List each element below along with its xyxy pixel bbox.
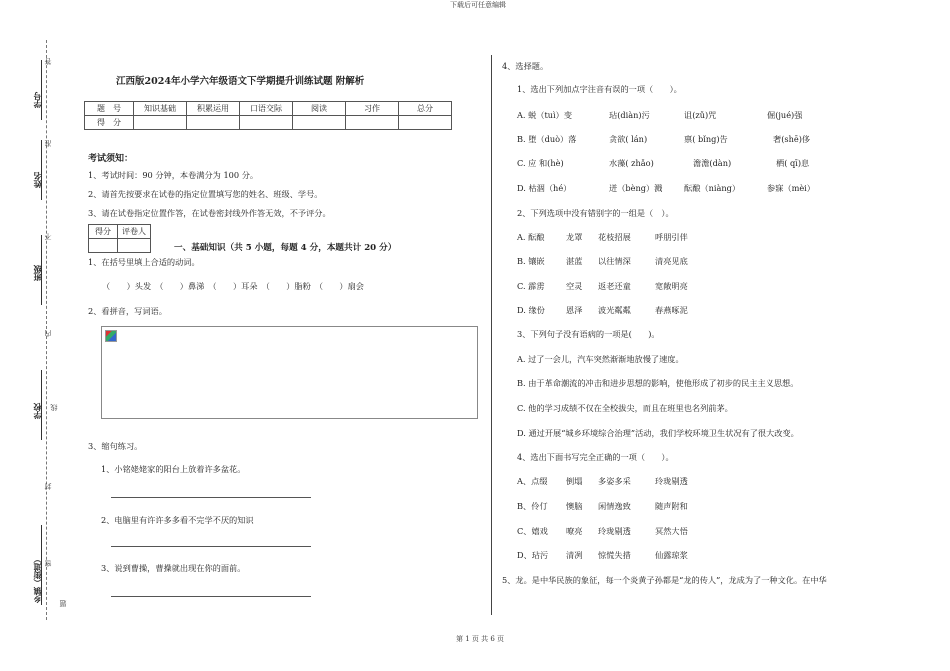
score-table-header: 题 号: [85, 102, 134, 116]
answer-line[interactable]: [111, 596, 311, 597]
question-3-item: 1、小铭姥姥家的阳台上放着许多盆花。: [101, 464, 246, 474]
question-3-item: 3、说到曹操，曹操就出现在你的面前。: [101, 563, 246, 573]
option-a-word: 倒塌: [566, 476, 583, 486]
option-d-word: 迸（bèng）溅: [609, 183, 663, 193]
option-b-word: 懊脑: [566, 501, 583, 511]
question-4-1: 1、选出下列加点字注音有误的一项（ ）。: [517, 84, 682, 94]
option-d: D、玷污: [517, 550, 549, 560]
option-a: A. 酝酿: [517, 232, 545, 242]
question-3: 3、缩句练习。: [88, 441, 143, 451]
column-divider: [491, 55, 492, 615]
broken-image-icon: [105, 330, 117, 342]
option-d-word: 恩泽: [566, 305, 583, 315]
option-d-word: 仙露琼浆: [655, 550, 688, 560]
grader-score-label: 得分: [89, 225, 118, 239]
question-2: 2、看拼音，写词语。: [88, 306, 167, 316]
side-label-school: 学校: [32, 403, 42, 419]
notice-item: 1、考试时间：90 分钟，本卷满分为 100 分。: [88, 170, 259, 180]
question-4-2: 2、下列选项中没有错别字的一组是（ ）。: [517, 208, 674, 218]
option-b: B、伶仃: [517, 501, 548, 511]
side-rule: [41, 140, 42, 200]
notice-title: 考试须知：: [88, 154, 134, 164]
score-table-header: 总分: [399, 102, 452, 116]
score-table: [84, 101, 452, 130]
option-a-word: 龙罩: [566, 232, 583, 242]
option-c-word: 栖( qī)息: [776, 158, 810, 168]
side-label-student-id: 学号: [32, 92, 42, 108]
score-cell[interactable]: [240, 116, 293, 130]
option-c-word: 玲珑剔透: [598, 526, 631, 536]
option-c-word: 返老还童: [598, 281, 631, 291]
question-4-3: 3、下列句子没有语病的一项是( )。: [517, 329, 660, 339]
option-a-word: 多姿多采: [598, 476, 631, 486]
question-1: 1、在括号里填上合适的动词。: [88, 257, 200, 267]
option-b-word: 随声附和: [655, 501, 688, 511]
score-table-header: 知识基础: [134, 102, 187, 116]
option-a-word: 呼朋引伴: [655, 232, 688, 242]
option-b: B. 镶嵌: [517, 256, 545, 266]
option-c: C. 他的学习成绩不仅在全校拔尖，而且在班里也名列前茅。: [517, 403, 733, 413]
side-label-name: 姓名: [32, 172, 42, 188]
option-b-word: 贪欲( lán): [609, 134, 648, 144]
score-table-header: 阅读: [293, 102, 346, 116]
header-note: 下载后可任意编辑: [450, 1, 506, 9]
score-table-header: 口语交际: [240, 102, 293, 116]
option-b-word: 奢(shē)侈: [773, 134, 811, 144]
option-a-word: 玲珑剔透: [655, 476, 688, 486]
section-1-title: 一、基础知识（共 5 小题，每题 4 分，本题共计 20 分）: [174, 243, 397, 253]
question-4: 4、选择题。: [502, 61, 549, 71]
side-mark: 内: [44, 330, 52, 337]
question-5: 5、龙。是中华民族的象征，每一个炎黄子孙都是“龙的传人”，龙成为了一种文化。在中华: [502, 575, 827, 585]
side-mark: 不: [44, 233, 52, 240]
score-cell[interactable]: [346, 116, 399, 130]
question-1-blanks: （ ）头发 （ ）鼻涕 （ ）耳朵 （ ）脂粉 （ ）扇会: [102, 281, 364, 291]
grader-cell[interactable]: [118, 239, 151, 253]
option-b: B. 堕（duò）落: [517, 134, 577, 144]
score-cell[interactable]: [399, 116, 452, 130]
score-cell[interactable]: [134, 116, 187, 130]
option-d-word: 清冽: [566, 550, 583, 560]
option-a-word: 花枝招展: [598, 232, 631, 242]
side-mark: 线: [50, 404, 58, 411]
option-d-word: 参寐（mèi）: [767, 183, 815, 193]
score-cell[interactable]: [293, 116, 346, 130]
option-b-word: 以往情深: [598, 256, 631, 266]
side-mark: 准: [44, 140, 52, 147]
score-row-label: 得 分: [85, 116, 134, 130]
option-c-word: 宽敞明亮: [655, 281, 688, 291]
option-b: B. 由于革命潮流的冲击和进步思想的影响，使他形成了初步的民主主义思想。: [517, 378, 799, 388]
answer-line[interactable]: [111, 546, 311, 547]
side-rule: [41, 60, 42, 120]
option-b-word: 湛蓝: [566, 256, 583, 266]
option-a: A、点缀: [517, 476, 548, 486]
grader-label: 评卷人: [118, 225, 151, 239]
option-c: C、嬉戏: [517, 526, 548, 536]
option-c-word: 澹澹(dàn): [693, 158, 732, 168]
notice-item: 2、请首先按要求在试卷的指定位置填写您的姓名、班级、学号。: [88, 189, 323, 199]
option-d: D. 通过开展“城乡环境综合治理”活动，我们学校环境卫生状况有了很大改变。: [517, 428, 799, 438]
score-table-header: 习作: [346, 102, 399, 116]
pinyin-image-box: [101, 326, 478, 419]
score-cell[interactable]: [187, 116, 240, 130]
grader-table: [88, 224, 151, 253]
option-c-word: 冥然大悟: [655, 526, 688, 536]
score-table-header: 积累运用: [187, 102, 240, 116]
option-d: D. 枯涸（hé）: [517, 183, 572, 193]
exam-title: 江西版2024年小学六年级语文下学期提升训练试题 附解析: [116, 76, 365, 87]
option-d-word: 波光粼粼: [598, 305, 631, 315]
option-b-word: 闲情逸致: [598, 501, 631, 511]
option-a: A. 蜕（tuì）变: [517, 110, 573, 120]
option-b-word: 清亮见底: [655, 256, 688, 266]
question-3-item: 2、电脑里有许许多多看不完学不厌的知识: [101, 515, 254, 525]
option-a: A. 过了一会儿，汽车突然渐渐地放慢了速度。: [517, 354, 684, 364]
option-d-word: 惊慌失措: [598, 550, 631, 560]
side-mark: 封: [44, 483, 52, 490]
option-a-word: 诅(zǔ)咒: [684, 110, 717, 120]
option-c-word: 水藻( zhǎo): [609, 158, 654, 168]
page-footer: 第 1 页 共 6 页: [456, 635, 505, 643]
option-b-word: 禀( bǐng)告: [684, 134, 728, 144]
side-label-township: 乡镇（街道）: [32, 555, 42, 603]
answer-line[interactable]: [111, 497, 311, 498]
question-4-4: 4、选出下面书写完全正确的一项（ ）。: [517, 452, 674, 462]
side-label-class: 班级: [32, 265, 42, 281]
option-a-word: 玷(diàn)污: [609, 110, 650, 120]
side-mark: 答: [44, 58, 52, 65]
grader-cell[interactable]: [89, 239, 118, 253]
notice-item: 3、请在试卷指定位置作答，在试卷密封线外作答无效，不予评分。: [88, 208, 331, 218]
option-d: D. 缘份: [517, 305, 545, 315]
option-d-word: 酝酿（niàng）: [684, 183, 741, 193]
option-c-word: 空灵: [566, 281, 583, 291]
option-c-word: 嘹亮: [566, 526, 583, 536]
side-mark: 题: [59, 600, 67, 607]
option-d-word: 春燕啄泥: [655, 305, 688, 315]
option-a-word: 倔(jué)强: [767, 110, 803, 120]
side-mark: 密: [44, 560, 52, 567]
option-c: C. 霹雳: [517, 281, 545, 291]
option-c: C. 应 和(hè): [517, 158, 564, 168]
